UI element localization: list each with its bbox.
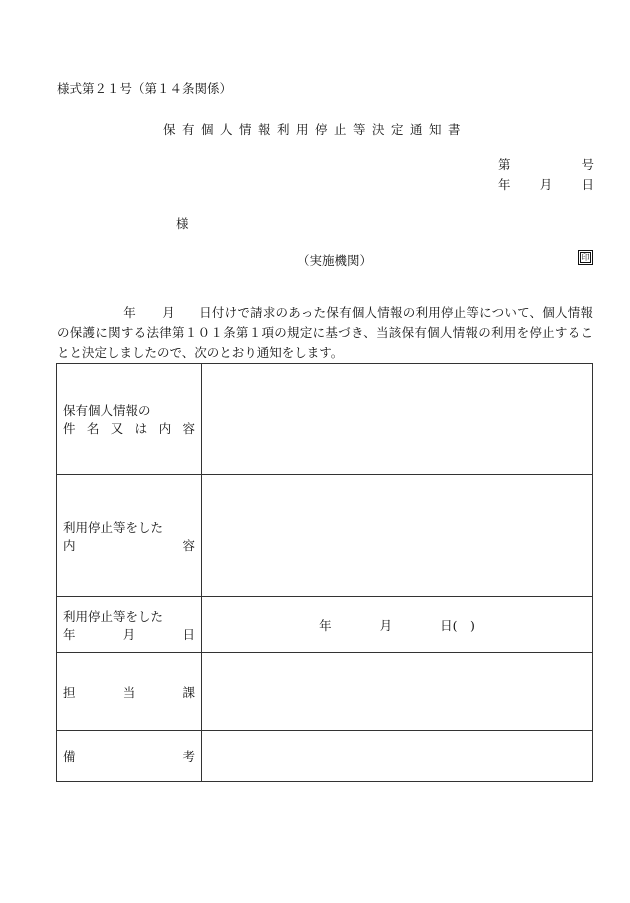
table-row xyxy=(57,364,593,475)
remarks-label xyxy=(63,747,195,765)
stop-date-value-cell[interactable] xyxy=(202,597,593,653)
remarks-value-cell[interactable] xyxy=(202,731,593,782)
number-prefix: 第 xyxy=(498,157,511,172)
stop-date-label-line1: 利用停止等をした xyxy=(63,608,164,624)
label-char: 内 xyxy=(63,537,76,553)
department-label-cell xyxy=(57,653,202,731)
body-year-label: 年 xyxy=(123,305,136,320)
stop-content-label-cell xyxy=(57,475,202,597)
stop-date-year: 年 xyxy=(319,617,332,633)
label-char: 年 xyxy=(63,626,76,642)
remarks-label-cell xyxy=(57,731,202,782)
notice-body xyxy=(57,303,593,363)
department-value-cell[interactable] xyxy=(202,653,593,731)
label-char: 件 xyxy=(63,421,76,436)
table-row xyxy=(57,597,593,653)
label-char: 内 xyxy=(158,421,172,436)
stop-date-month: 月 xyxy=(379,617,393,633)
label-char: は xyxy=(134,421,148,436)
info-name-label-cell xyxy=(57,364,202,475)
info-name-value-cell[interactable] xyxy=(202,364,593,475)
label-char: 備 xyxy=(63,749,76,764)
date-month-label: 月 xyxy=(539,177,553,192)
notice-table xyxy=(56,363,593,782)
stop-content-label-line1: 利用停止等をした xyxy=(63,519,164,535)
info-name-label-line1: 保有個人情報の xyxy=(63,403,151,418)
label-char: 名 xyxy=(86,421,100,436)
table-row xyxy=(57,475,593,597)
info-name-label-line2 xyxy=(63,419,195,437)
stop-date-label-line2 xyxy=(63,625,195,643)
document-number-row xyxy=(498,155,594,173)
stop-date-day: 日( ) xyxy=(440,617,475,633)
form-number: 様式第２１号（第１４条関係） xyxy=(57,81,233,96)
document-date-row xyxy=(498,175,594,193)
department-label xyxy=(63,683,195,701)
agency-label: （実施機関） xyxy=(297,253,373,268)
table-row xyxy=(57,653,593,731)
label-char: 容 xyxy=(182,421,195,436)
seal-icon xyxy=(578,250,593,265)
label-char: 容 xyxy=(182,537,195,553)
document-title: 保有個人情報利用停止等決定通知書 xyxy=(162,122,467,137)
label-char: 考 xyxy=(182,749,195,764)
label-char: 当 xyxy=(122,684,136,700)
label-char: 月 xyxy=(122,626,136,642)
seal-mark: 印 xyxy=(581,253,590,262)
date-year-label: 年 xyxy=(498,177,511,192)
label-char: 担 xyxy=(63,684,76,700)
label-char: 又 xyxy=(110,421,124,436)
stop-date-label-cell xyxy=(57,597,202,653)
number-suffix: 号 xyxy=(581,157,594,172)
label-char: 課 xyxy=(182,684,195,700)
body-text: 日付けで請求のあった保有個人情報の利用停止等について、個人情報の保護に関する法律第１０１条第１項の規定に基づき、当該保有個人情報の利用を停止することと決定しましたので、次のとおり通知をします。 xyxy=(57,305,593,360)
date-day-label: 日 xyxy=(581,177,594,192)
addressee-honorific: 様 xyxy=(176,216,189,231)
stop-content-label-line2 xyxy=(63,536,195,554)
body-month-label: 月 xyxy=(161,305,175,320)
stop-content-value-cell[interactable] xyxy=(202,475,593,597)
table-row xyxy=(57,731,593,782)
label-char: 日 xyxy=(182,626,195,642)
